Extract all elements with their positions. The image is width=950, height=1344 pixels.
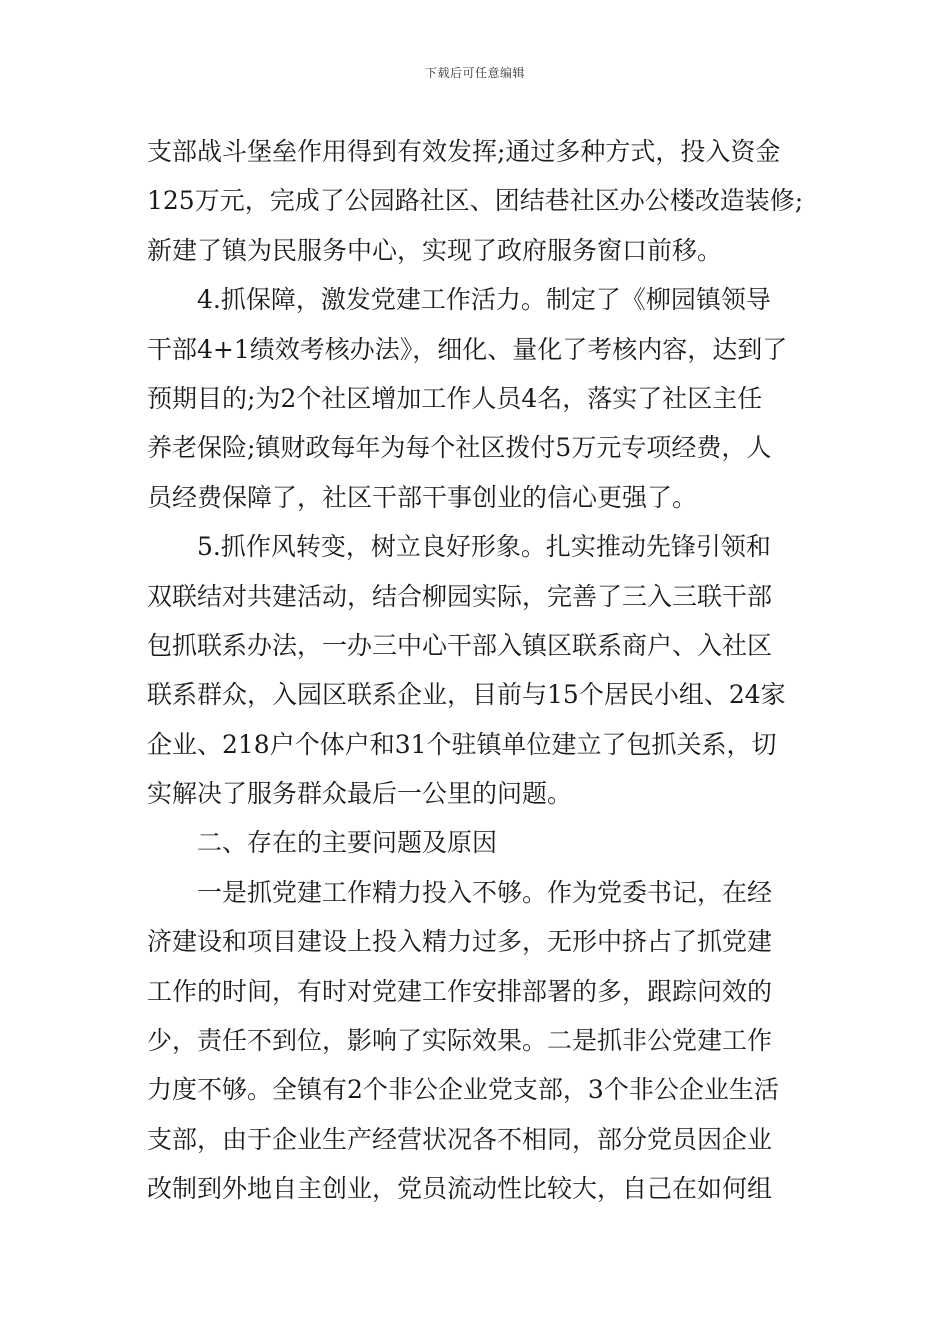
text-line: 员经费保障了，社区干部干事创业的信心更强了。 (147, 482, 698, 512)
text-line: 养老保险;镇财政每年为每个社区拨付5万元专项经费，人 (147, 433, 772, 463)
text-line: 预期目的;为2个社区增加工作人员4名，落实了社区主任 (147, 383, 763, 413)
text-line: 二、存在的主要问题及原因 (197, 828, 498, 858)
page-header: 下载后可任意编辑 (424, 66, 525, 80)
document-body (147, 127, 817, 1214)
text-line: 包抓联系办法，一办三中心干部入镇区联系商户、入社区 (147, 630, 773, 660)
text-line: 济建设和项目建设上投入精力过多，无形中挤占了抓党建 (147, 927, 773, 957)
text-line: 新建了镇为民服务中心，实现了政府服务窗口前移。 (147, 235, 723, 265)
text-line: 双联结对共建活动，结合柳园实际，完善了三入三联干部 (147, 581, 773, 611)
text-line: 4.抓保障，激发党建工作活力。制定了《柳园镇领导 (197, 285, 771, 315)
text-line: 联系群众，入园区联系企业，目前与15个居民小组、24家 (147, 680, 786, 710)
text-line: 5.抓作风转变，树立良好形象。扎实推动先锋引领和 (197, 532, 771, 562)
text-line: 改制到外地自主创业，党员流动性比较大，自己在如何组 (147, 1174, 773, 1204)
text-line: 实解决了服务群众最后一公里的问题。 (147, 779, 573, 809)
text-line: 支部战斗堡垒作用得到有效发挥;通过多种方式，投入资金 (147, 137, 781, 166)
text-line: 干部4+1绩效考核办法》，细化、量化了考核内容，达到了 (147, 334, 788, 364)
text-line: 企业、218户个体户和31个驻镇单位建立了包抓关系，切 (147, 729, 777, 759)
text-line: 少，责任不到位，影响了实际效果。二是抓非公党建工作 (147, 1026, 773, 1056)
text-line: 力度不够。全镇有2个非公企业党支部，3个非公企业生活 (147, 1075, 779, 1105)
text-line: 支部，由于企业生产经营状况各不相同，部分党员因企业 (147, 1124, 773, 1154)
text-line: 125万元，完成了公园路社区、团结巷社区办公楼改造装修; (147, 186, 804, 216)
text-line: 工作的时间，有时对党建工作安排部署的多，跟踪问效的 (147, 976, 773, 1006)
text-line: 一是抓党建工作精力投入不够。作为党委书记，在经 (197, 877, 773, 907)
